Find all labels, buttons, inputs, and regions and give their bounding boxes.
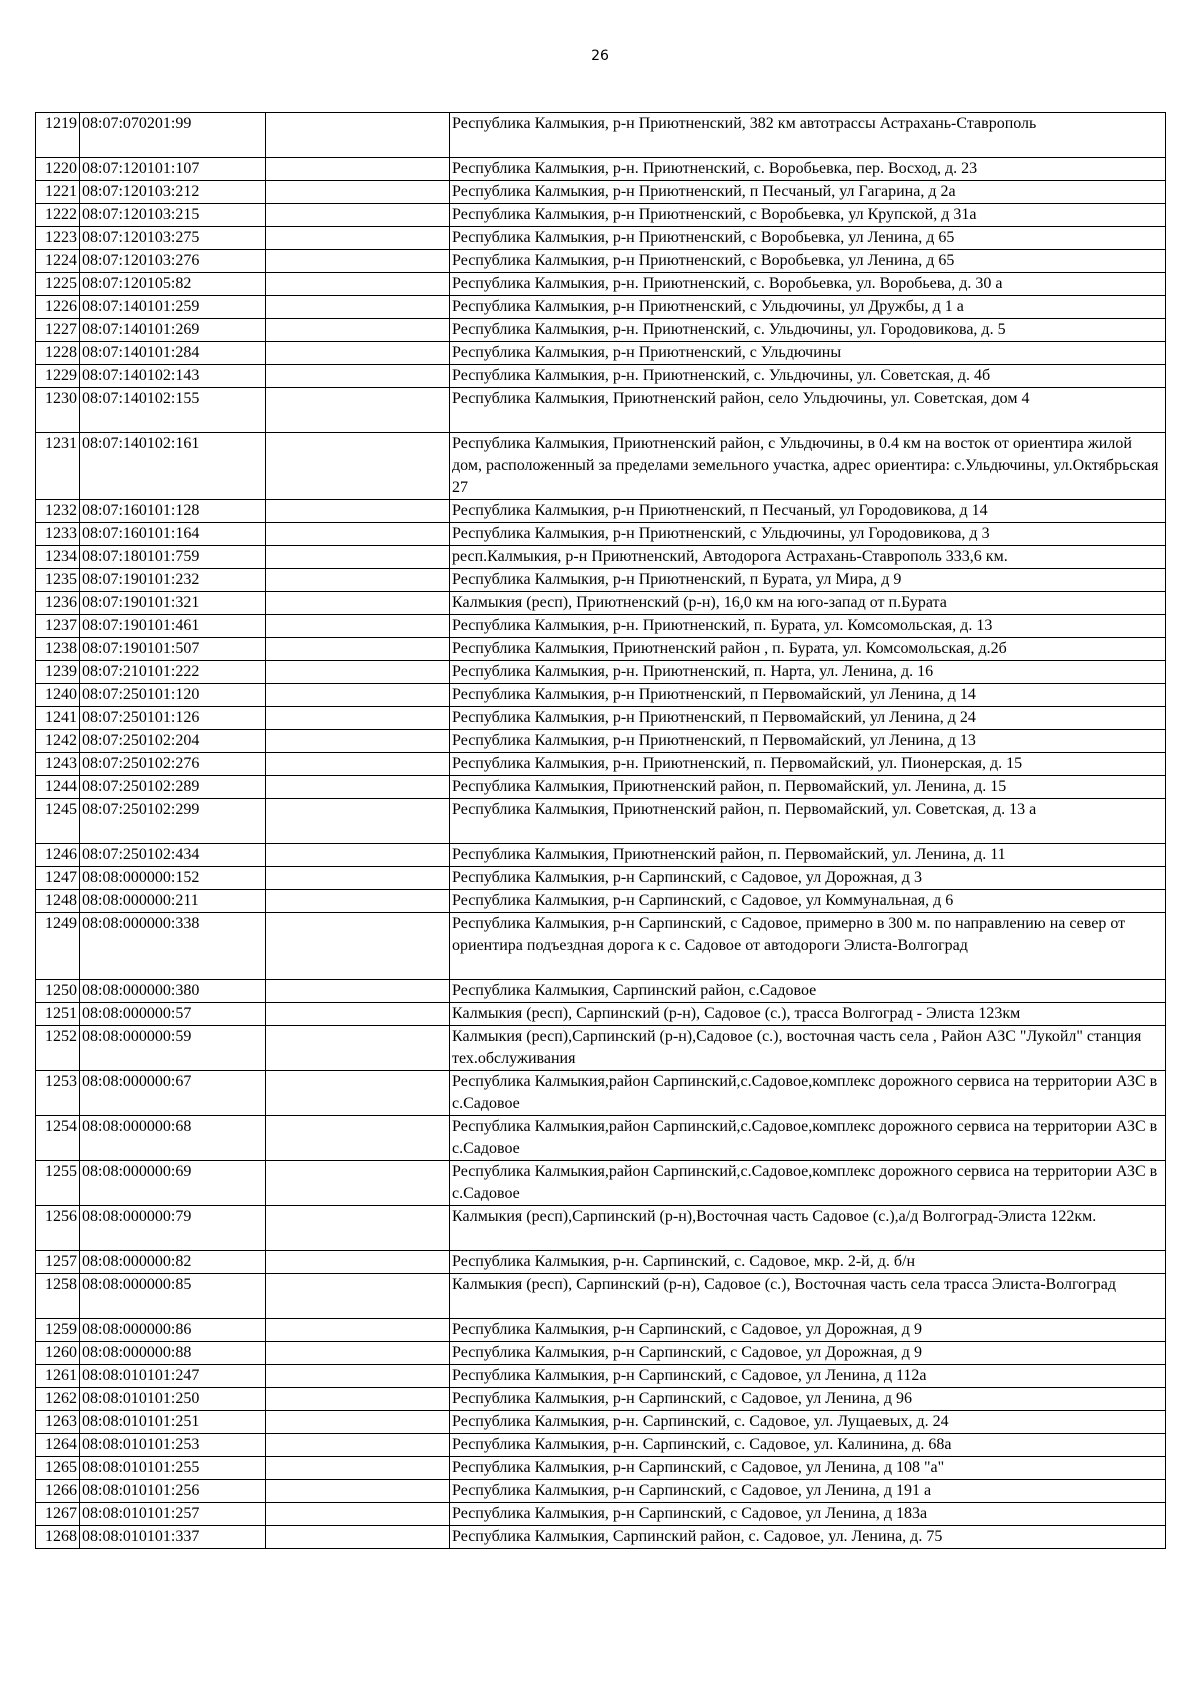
empty-cell (266, 776, 450, 799)
cadastral-number: 08:07:190101:461 (80, 615, 266, 638)
table-row (36, 615, 1166, 638)
address-cell: Калмыкия (респ),Сарпинский (р-н),Восточная часть Садовое (с.),а/д Волгоград-Элиста 122км. (450, 1206, 1166, 1251)
empty-cell (266, 273, 450, 296)
row-number: 1249 (36, 913, 80, 980)
table-row (36, 1251, 1166, 1274)
cadastral-number: 08:07:250102:299 (80, 799, 266, 844)
address-cell: Республика Калмыкия, р-н. Приютненский, с. Ульдючины, ул. Советская, д. 4б (450, 365, 1166, 388)
row-number: 1252 (36, 1026, 80, 1071)
table-row (36, 592, 1166, 615)
address-cell: Республика Калмыкия, р-н Приютненский, с Воробьевка, ул Крупской, д 31а (450, 204, 1166, 227)
table-row (36, 250, 1166, 273)
cadastral-number: 08:07:160101:128 (80, 500, 266, 523)
empty-cell (266, 913, 450, 980)
row-number: 1251 (36, 1003, 80, 1026)
row-number: 1220 (36, 158, 80, 181)
address-cell: Республика Калмыкия, Сарпинский район, с.Садовое (450, 980, 1166, 1003)
address-cell: Республика Калмыкия, р-н Сарпинский, с Садовое, ул Ленина, д 191 а (450, 1480, 1166, 1503)
table-row (36, 776, 1166, 799)
empty-cell (266, 113, 450, 158)
empty-cell (266, 296, 450, 319)
empty-cell (266, 250, 450, 273)
row-number: 1265 (36, 1457, 80, 1480)
address-cell: Республика Калмыкия, р-н. Сарпинский, с. Садовое, мкр. 2-й, д. б/н (450, 1251, 1166, 1274)
empty-cell (266, 753, 450, 776)
row-number: 1240 (36, 684, 80, 707)
table-row (36, 753, 1166, 776)
empty-cell (266, 500, 450, 523)
table-row (36, 1365, 1166, 1388)
cadastral-number: 08:07:120103:276 (80, 250, 266, 273)
empty-cell (266, 388, 450, 433)
row-number: 1237 (36, 615, 80, 638)
row-number: 1268 (36, 1526, 80, 1549)
empty-cell (266, 1003, 450, 1026)
empty-cell (266, 1251, 450, 1274)
address-cell: Республика Калмыкия, р-н Приютненский, 382 км автотрассы Астрахань-Ставрополь (450, 113, 1166, 158)
table-row (36, 1503, 1166, 1526)
empty-cell (266, 592, 450, 615)
empty-cell (266, 546, 450, 569)
row-number: 1255 (36, 1161, 80, 1206)
empty-cell (266, 707, 450, 730)
row-number: 1260 (36, 1342, 80, 1365)
cadastral-number: 08:08:000000:68 (80, 1116, 266, 1161)
empty-cell (266, 1342, 450, 1365)
empty-cell (266, 844, 450, 867)
empty-cell (266, 433, 450, 500)
address-cell: Калмыкия (респ), Сарпинский (р-н), Садовое (с.), Восточная часть села трасса Элиста-Волгоград (450, 1274, 1166, 1319)
row-number: 1234 (36, 546, 80, 569)
table-row (36, 913, 1166, 980)
cadastral-number: 08:07:250102:204 (80, 730, 266, 753)
cadastral-number: 08:08:000000:59 (80, 1026, 266, 1071)
cadastral-number: 08:07:120103:275 (80, 227, 266, 250)
address-cell: Калмыкия (респ),Сарпинский (р-н),Садовое (с.), восточная часть села , Район АЗС "Лукойл" станция тех.обслуживания (450, 1026, 1166, 1071)
row-number: 1267 (36, 1503, 80, 1526)
address-cell: Республика Калмыкия,район Сарпинский,с.Садовое,комплекс дорожного сервиса на территории АЗС в с.Садовое (450, 1161, 1166, 1206)
table-row (36, 1526, 1166, 1549)
table-row (36, 867, 1166, 890)
row-number: 1236 (36, 592, 80, 615)
table-row (36, 1411, 1166, 1434)
table-row (36, 273, 1166, 296)
empty-cell (266, 661, 450, 684)
address-cell: Республика Калмыкия,район Сарпинский,с.Садовое,комплекс дорожного сервиса на территории АЗС в с.Садовое (450, 1116, 1166, 1161)
cadastral-number: 08:08:010101:257 (80, 1503, 266, 1526)
cadastral-number: 08:07:140102:143 (80, 365, 266, 388)
address-cell: Республика Калмыкия, Приютненский район, село Ульдючины, ул. Советская, дом 4 (450, 388, 1166, 433)
empty-cell (266, 523, 450, 546)
address-cell: респ.Калмыкия, р-н Приютненский, Автодорога Астрахань-Ставрополь 333,6 км. (450, 546, 1166, 569)
address-cell: Республика Калмыкия, р-н. Приютненский, п. Бурата, ул. Комсомольская, д. 13 (450, 615, 1166, 638)
row-number: 1266 (36, 1480, 80, 1503)
table-row (36, 227, 1166, 250)
row-number: 1243 (36, 753, 80, 776)
address-cell: Республика Калмыкия, р-н. Приютненский, п. Нарта, ул. Ленина, д. 16 (450, 661, 1166, 684)
address-cell: Республика Калмыкия, р-н Приютненский, с Ульдючины, ул Дружбы, д 1 а (450, 296, 1166, 319)
table-row (36, 1003, 1166, 1026)
address-cell: Республика Калмыкия, р-н Сарпинский, с Садовое, ул Ленина, д 112а (450, 1365, 1166, 1388)
row-number: 1250 (36, 980, 80, 1003)
address-cell: Республика Калмыкия, р-н Приютненский, п Песчаный, ул Гагарина, д 2а (450, 181, 1166, 204)
table-row (36, 844, 1166, 867)
row-number: 1239 (36, 661, 80, 684)
row-number: 1242 (36, 730, 80, 753)
address-cell: Республика Калмыкия, р-н Сарпинский, с Садовое, ул Дорожная, д 3 (450, 867, 1166, 890)
table-row (36, 684, 1166, 707)
empty-cell (266, 1274, 450, 1319)
empty-cell (266, 181, 450, 204)
address-cell: Республика Калмыкия, р-н. Приютненский, с. Воробьевка, пер. Восход, д. 23 (450, 158, 1166, 181)
row-number: 1264 (36, 1434, 80, 1457)
address-cell: Республика Калмыкия, р-н Сарпинский, с Садовое, ул Коммунальная, д 6 (450, 890, 1166, 913)
address-cell: Республика Калмыкия, р-н Сарпинский, с Садовое, примерно в 300 м. по направлению на север от ориентира подъездная дорога к с. Садовое от автодороги Элиста-Волгоград (450, 913, 1166, 980)
row-number: 1253 (36, 1071, 80, 1116)
row-number: 1262 (36, 1388, 80, 1411)
cadastral-number: 08:07:120103:215 (80, 204, 266, 227)
address-cell: Республика Калмыкия, р-н Приютненский, с Ульдючины (450, 342, 1166, 365)
empty-cell (266, 1388, 450, 1411)
address-cell: Республика Калмыкия, р-н Приютненский, с Ульдючины, ул Городовикова, д 3 (450, 523, 1166, 546)
row-number: 1231 (36, 433, 80, 500)
page-number: 26 (591, 48, 609, 64)
empty-cell (266, 1503, 450, 1526)
table-row (36, 296, 1166, 319)
cadastral-number: 08:07:250102:289 (80, 776, 266, 799)
table-row (36, 1319, 1166, 1342)
address-cell: Республика Калмыкия,район Сарпинский,с.Садовое,комплекс дорожного сервиса на территории АЗС в с.Садовое (450, 1071, 1166, 1116)
cadastral-number: 08:07:250102:276 (80, 753, 266, 776)
cadastral-number: 08:08:010101:247 (80, 1365, 266, 1388)
cadastral-number: 08:07:210101:222 (80, 661, 266, 684)
row-number: 1232 (36, 500, 80, 523)
empty-cell (266, 204, 450, 227)
empty-cell (266, 1457, 450, 1480)
table-row (36, 1161, 1166, 1206)
address-cell: Республика Калмыкия, Приютненский район, п. Первомайский, ул. Советская, д. 13 а (450, 799, 1166, 844)
address-cell: Республика Калмыкия, Приютненский район, п. Первомайский, ул. Ленина, д. 15 (450, 776, 1166, 799)
cadastral-number: 08:07:120105:82 (80, 273, 266, 296)
table-row (36, 707, 1166, 730)
empty-cell (266, 569, 450, 592)
row-number: 1219 (36, 113, 80, 158)
address-cell: Республика Калмыкия, р-н Сарпинский, с Садовое, ул Ленина, д 108 "а" (450, 1457, 1166, 1480)
empty-cell (266, 1319, 450, 1342)
empty-cell (266, 867, 450, 890)
row-number: 1248 (36, 890, 80, 913)
address-cell: Республика Калмыкия, р-н Приютненский, п Бурата, ул Мира, д 9 (450, 569, 1166, 592)
registry-body (36, 113, 1166, 1549)
table-row (36, 365, 1166, 388)
table-row (36, 799, 1166, 844)
address-cell: Республика Калмыкия, Приютненский район, с Ульдючины, в 0.4 км на восток от ориентира жилой дом, расположенный за пределами земельного участка, адрес ориентира: с.Ульдючины, ул.Октябрьская 27 (450, 433, 1166, 500)
empty-cell (266, 227, 450, 250)
table-row (36, 319, 1166, 342)
cadastral-number: 08:07:180101:759 (80, 546, 266, 569)
cadastral-number: 08:08:010101:251 (80, 1411, 266, 1434)
row-number: 1254 (36, 1116, 80, 1161)
address-cell: Республика Калмыкия, р-н Приютненский, п Первомайский, ул Ленина, д 24 (450, 707, 1166, 730)
empty-cell (266, 684, 450, 707)
row-number: 1258 (36, 1274, 80, 1319)
table-row (36, 890, 1166, 913)
row-number: 1247 (36, 867, 80, 890)
row-number: 1256 (36, 1206, 80, 1251)
row-number: 1224 (36, 250, 80, 273)
cadastral-number: 08:08:000000:86 (80, 1319, 266, 1342)
address-cell: Республика Калмыкия, р-н Приютненский, п Песчаный, ул Городовикова, д 14 (450, 500, 1166, 523)
row-number: 1259 (36, 1319, 80, 1342)
table-row (36, 1206, 1166, 1251)
address-cell: Республика Калмыкия, Приютненский район , п. Бурата, ул. Комсомольская, д.2б (450, 638, 1166, 661)
cadastral-number: 08:08:000000:88 (80, 1342, 266, 1365)
cadastral-number: 08:07:140101:284 (80, 342, 266, 365)
cadastral-number: 08:07:190101:232 (80, 569, 266, 592)
table-row (36, 388, 1166, 433)
cadastral-number: 08:08:000000:211 (80, 890, 266, 913)
empty-cell (266, 615, 450, 638)
empty-cell (266, 980, 450, 1003)
row-number: 1263 (36, 1411, 80, 1434)
row-number: 1245 (36, 799, 80, 844)
table-row (36, 1026, 1166, 1071)
cadastral-number: 08:07:250102:434 (80, 844, 266, 867)
empty-cell (266, 158, 450, 181)
row-number: 1228 (36, 342, 80, 365)
address-cell: Республика Калмыкия, р-н Сарпинский, с Садовое, ул Дорожная, д 9 (450, 1342, 1166, 1365)
empty-cell (266, 1365, 450, 1388)
cadastral-number: 08:08:000000:152 (80, 867, 266, 890)
cadastral-number: 08:07:160101:164 (80, 523, 266, 546)
address-cell: Республика Калмыкия, р-н Сарпинский, с Садовое, ул Ленина, д 96 (450, 1388, 1166, 1411)
cadastral-number: 08:07:250101:120 (80, 684, 266, 707)
cadastral-number: 08:08:000000:85 (80, 1274, 266, 1319)
table-row (36, 569, 1166, 592)
address-cell: Республика Калмыкия, р-н. Приютненский, с. Воробьевка, ул. Воробьева, д. 30 а (450, 273, 1166, 296)
cadastral-number: 08:08:010101:255 (80, 1457, 266, 1480)
row-number: 1229 (36, 365, 80, 388)
empty-cell (266, 1116, 450, 1161)
empty-cell (266, 1434, 450, 1457)
address-cell: Республика Калмыкия, р-н. Приютненский, п. Первомайский, ул. Пионерская, д. 15 (450, 753, 1166, 776)
address-cell: Республика Калмыкия, Приютненский район, п. Первомайский, ул. Ленина, д. 11 (450, 844, 1166, 867)
table-row (36, 980, 1166, 1003)
table-row (36, 661, 1166, 684)
row-number: 1230 (36, 388, 80, 433)
table-row (36, 546, 1166, 569)
address-cell: Республика Калмыкия, р-н. Приютненский, с. Ульдючины, ул. Городовикова, д. 5 (450, 319, 1166, 342)
empty-cell (266, 342, 450, 365)
empty-cell (266, 365, 450, 388)
table-row (36, 638, 1166, 661)
row-number: 1221 (36, 181, 80, 204)
table-row (36, 113, 1166, 158)
address-cell: Республика Калмыкия, р-н Приютненский, п Первомайский, ул Ленина, д 13 (450, 730, 1166, 753)
cadastral-number: 08:08:010101:337 (80, 1526, 266, 1549)
cadastral-number: 08:07:250101:126 (80, 707, 266, 730)
cadastral-number: 08:08:000000:82 (80, 1251, 266, 1274)
cadastral-number: 08:07:140102:161 (80, 433, 266, 500)
table-row (36, 181, 1166, 204)
row-number: 1233 (36, 523, 80, 546)
registry-table (35, 112, 1166, 1549)
cadastral-number: 08:08:000000:69 (80, 1161, 266, 1206)
cadastral-number: 08:07:140101:269 (80, 319, 266, 342)
row-number: 1222 (36, 204, 80, 227)
address-cell: Республика Калмыкия, р-н Приютненский, п Первомайский, ул Ленина, д 14 (450, 684, 1166, 707)
empty-cell (266, 730, 450, 753)
table-row (36, 1274, 1166, 1319)
table-row (36, 433, 1166, 500)
row-number: 1246 (36, 844, 80, 867)
empty-cell (266, 890, 450, 913)
row-number: 1235 (36, 569, 80, 592)
cadastral-number: 08:08:000000:67 (80, 1071, 266, 1116)
cadastral-number: 08:08:000000:380 (80, 980, 266, 1003)
table-row (36, 1388, 1166, 1411)
row-number: 1226 (36, 296, 80, 319)
table-row (36, 1457, 1166, 1480)
empty-cell (266, 1071, 450, 1116)
empty-cell (266, 319, 450, 342)
cadastral-number: 08:07:190101:321 (80, 592, 266, 615)
empty-cell (266, 799, 450, 844)
empty-cell (266, 1026, 450, 1071)
cadastral-number: 08:07:140102:155 (80, 388, 266, 433)
empty-cell (266, 1206, 450, 1251)
table-row (36, 158, 1166, 181)
row-number: 1257 (36, 1251, 80, 1274)
cadastral-number: 08:07:140101:259 (80, 296, 266, 319)
address-cell: Республика Калмыкия, р-н. Сарпинский, с. Садовое, ул. Калинина, д. 68а (450, 1434, 1166, 1457)
row-number: 1244 (36, 776, 80, 799)
table-row (36, 1342, 1166, 1365)
address-cell: Республика Калмыкия, р-н Сарпинский, с Садовое, ул Дорожная, д 9 (450, 1319, 1166, 1342)
table-row (36, 730, 1166, 753)
table-row (36, 1116, 1166, 1161)
row-number: 1223 (36, 227, 80, 250)
address-cell: Республика Калмыкия, р-н Приютненский, с Воробьевка, ул Ленина, д 65 (450, 227, 1166, 250)
cadastral-number: 08:08:000000:338 (80, 913, 266, 980)
address-cell: Республика Калмыкия, Сарпинский район, с. Садовое, ул. Ленина, д. 75 (450, 1526, 1166, 1549)
empty-cell (266, 638, 450, 661)
table-row (36, 1434, 1166, 1457)
cadastral-number: 08:08:000000:57 (80, 1003, 266, 1026)
cadastral-number: 08:07:070201:99 (80, 113, 266, 158)
address-cell: Республика Калмыкия, р-н. Сарпинский, с. Садовое, ул. Лущаевых, д. 24 (450, 1411, 1166, 1434)
row-number: 1238 (36, 638, 80, 661)
empty-cell (266, 1526, 450, 1549)
empty-cell (266, 1411, 450, 1434)
address-cell: Калмыкия (респ), Приютненский (р-н), 16,0 км на юго-запад от п.Бурата (450, 592, 1166, 615)
cadastral-number: 08:07:120103:212 (80, 181, 266, 204)
table-row (36, 1480, 1166, 1503)
address-cell: Республика Калмыкия, р-н Сарпинский, с Садовое, ул Ленина, д 183а (450, 1503, 1166, 1526)
row-number: 1241 (36, 707, 80, 730)
table-row (36, 342, 1166, 365)
table-row (36, 204, 1166, 227)
cadastral-number: 08:07:120101:107 (80, 158, 266, 181)
cadastral-number: 08:08:010101:256 (80, 1480, 266, 1503)
empty-cell (266, 1480, 450, 1503)
empty-cell (266, 1161, 450, 1206)
address-cell: Республика Калмыкия, р-н Приютненский, с Воробьевка, ул Ленина, д 65 (450, 250, 1166, 273)
cadastral-number: 08:08:010101:250 (80, 1388, 266, 1411)
row-number: 1261 (36, 1365, 80, 1388)
table-row (36, 500, 1166, 523)
cadastral-number: 08:08:000000:79 (80, 1206, 266, 1251)
address-cell: Калмыкия (респ), Сарпинский (р-н), Садовое (с.), трасса Волгоград - Элиста 123км (450, 1003, 1166, 1026)
row-number: 1227 (36, 319, 80, 342)
cadastral-number: 08:07:190101:507 (80, 638, 266, 661)
table-row (36, 523, 1166, 546)
table-row (36, 1071, 1166, 1116)
row-number: 1225 (36, 273, 80, 296)
cadastral-number: 08:08:010101:253 (80, 1434, 266, 1457)
